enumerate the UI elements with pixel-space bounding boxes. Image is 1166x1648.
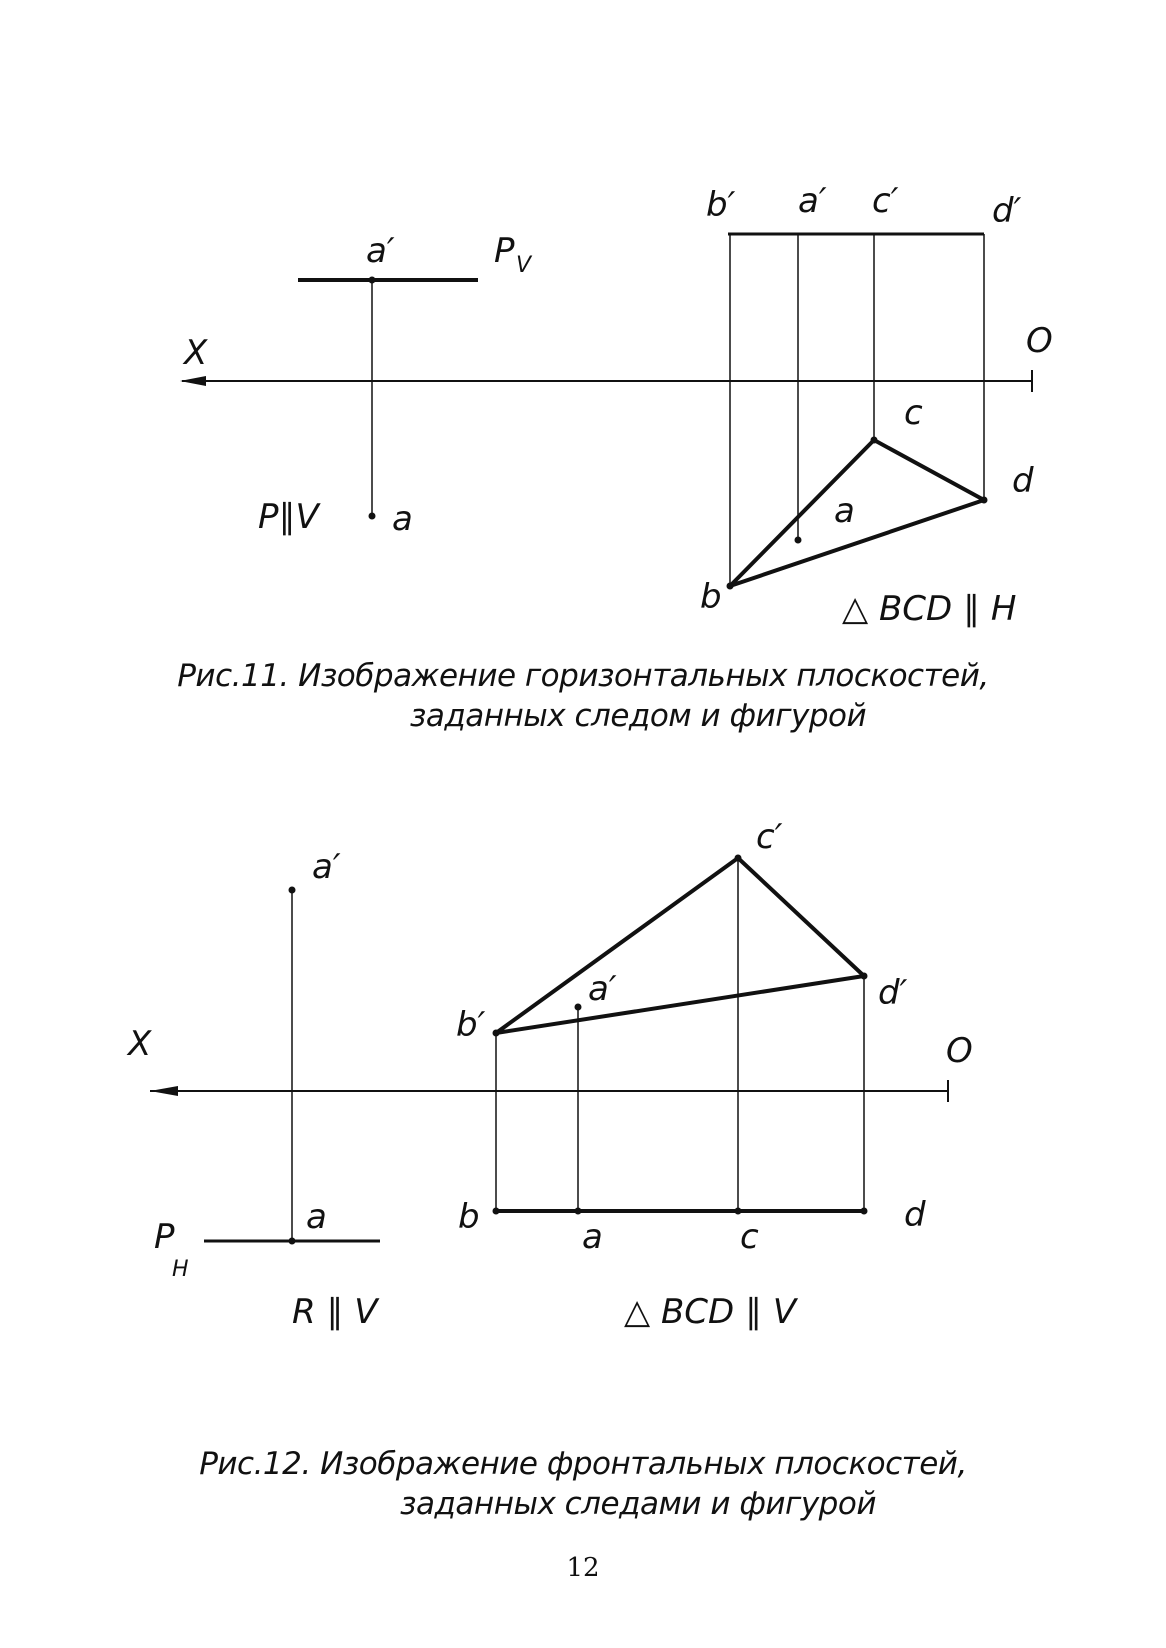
fig11-label-c-front: c′ (872, 181, 899, 221)
fig11-label-pv-sub: V (516, 253, 532, 278)
fig12-label-c: c (740, 1217, 759, 1257)
fig11-label-b: b (700, 577, 722, 617)
fig12-label-a: a (582, 1217, 603, 1257)
fig12-point-d (861, 1208, 868, 1215)
fig11-axis-arrow (180, 376, 206, 386)
fig12-point-a-top-left (289, 1238, 296, 1245)
fig12-label-condition-left: R ∥ V (292, 1292, 378, 1332)
fig12-label-b: b (458, 1197, 480, 1237)
fig12-point-a-front-left (289, 887, 296, 894)
fig11-label-condition-left: P∥V (258, 497, 319, 537)
fig11-point-b (727, 583, 734, 590)
fig11-point-a-top (369, 513, 376, 520)
fig12-label-origin: O (946, 1031, 973, 1071)
fig11-label-pv: P (494, 231, 515, 271)
figure-11-caption-line2: заданных следом и фигурой (409, 698, 867, 734)
fig12-label-condition-right: △ BCD ∥ V (624, 1292, 797, 1332)
fig12-label-c-front: c′ (756, 817, 783, 857)
fig12-label-ph-sub: H (172, 1257, 189, 1282)
fig11-point-a-front (369, 277, 376, 284)
fig11-label-a: a (834, 491, 855, 531)
fig12-label-a-front: a′ (588, 969, 617, 1009)
fig12-point-c (735, 1208, 742, 1215)
fig11-label-x: X (184, 333, 208, 373)
fig11-label-d-front: d′ (992, 191, 1022, 231)
fig12-point-c-front (735, 855, 742, 862)
fig12-point-a (575, 1208, 582, 1215)
fig11-point-d (981, 497, 988, 504)
fig11-triangle-bcd (730, 440, 984, 586)
fig12-label-a-front-left: a′ (312, 847, 341, 887)
fig11-label-condition-right: △ BCD ∥ H (842, 589, 1017, 629)
fig12-label-x: X (128, 1024, 152, 1064)
figure-11-caption-line1: Рис.11. Изображение горизонтальных плоскостей, (177, 658, 989, 694)
fig11-label-d: d (1012, 461, 1034, 501)
figure-11-drawing (0, 0, 1166, 640)
page-number: 12 (566, 1553, 600, 1583)
fig12-axis-arrow (150, 1086, 178, 1096)
fig12-label-b-front: b′ (456, 1005, 486, 1045)
figure-12-caption-line2: заданных следами и фигурой (400, 1486, 876, 1522)
figure-12-caption-line1: Рис.12. Изображение фронтальных плоскостей, (199, 1446, 967, 1482)
fig12-label-d: d (904, 1195, 926, 1235)
fig12-point-b (493, 1208, 500, 1215)
figure-11-caption (0, 656, 1166, 736)
figure-12-drawing (0, 800, 1166, 1360)
fig11-point-a (795, 537, 802, 544)
fig12-triangle-bcd (496, 858, 864, 1033)
fig11-label-a-front-left: a′ (366, 231, 395, 271)
fig12-point-a-front (575, 1004, 582, 1011)
fig11-label-a-front: a′ (798, 181, 827, 221)
fig11-label-b-front: b′ (706, 185, 736, 225)
fig12-label-a-top-left: a (306, 1197, 327, 1237)
fig11-label-origin: O (1026, 321, 1053, 361)
fig12-point-d-front (861, 973, 868, 980)
fig11-label-a-top-left: a (392, 499, 413, 539)
fig12-label-d-front: d′ (878, 973, 908, 1013)
fig11-label-c: c (904, 393, 923, 433)
fig11-point-c (871, 437, 878, 444)
fig12-point-b-front (493, 1030, 500, 1037)
figure-12-caption (0, 1444, 1166, 1524)
fig12-label-ph: P (154, 1217, 175, 1257)
